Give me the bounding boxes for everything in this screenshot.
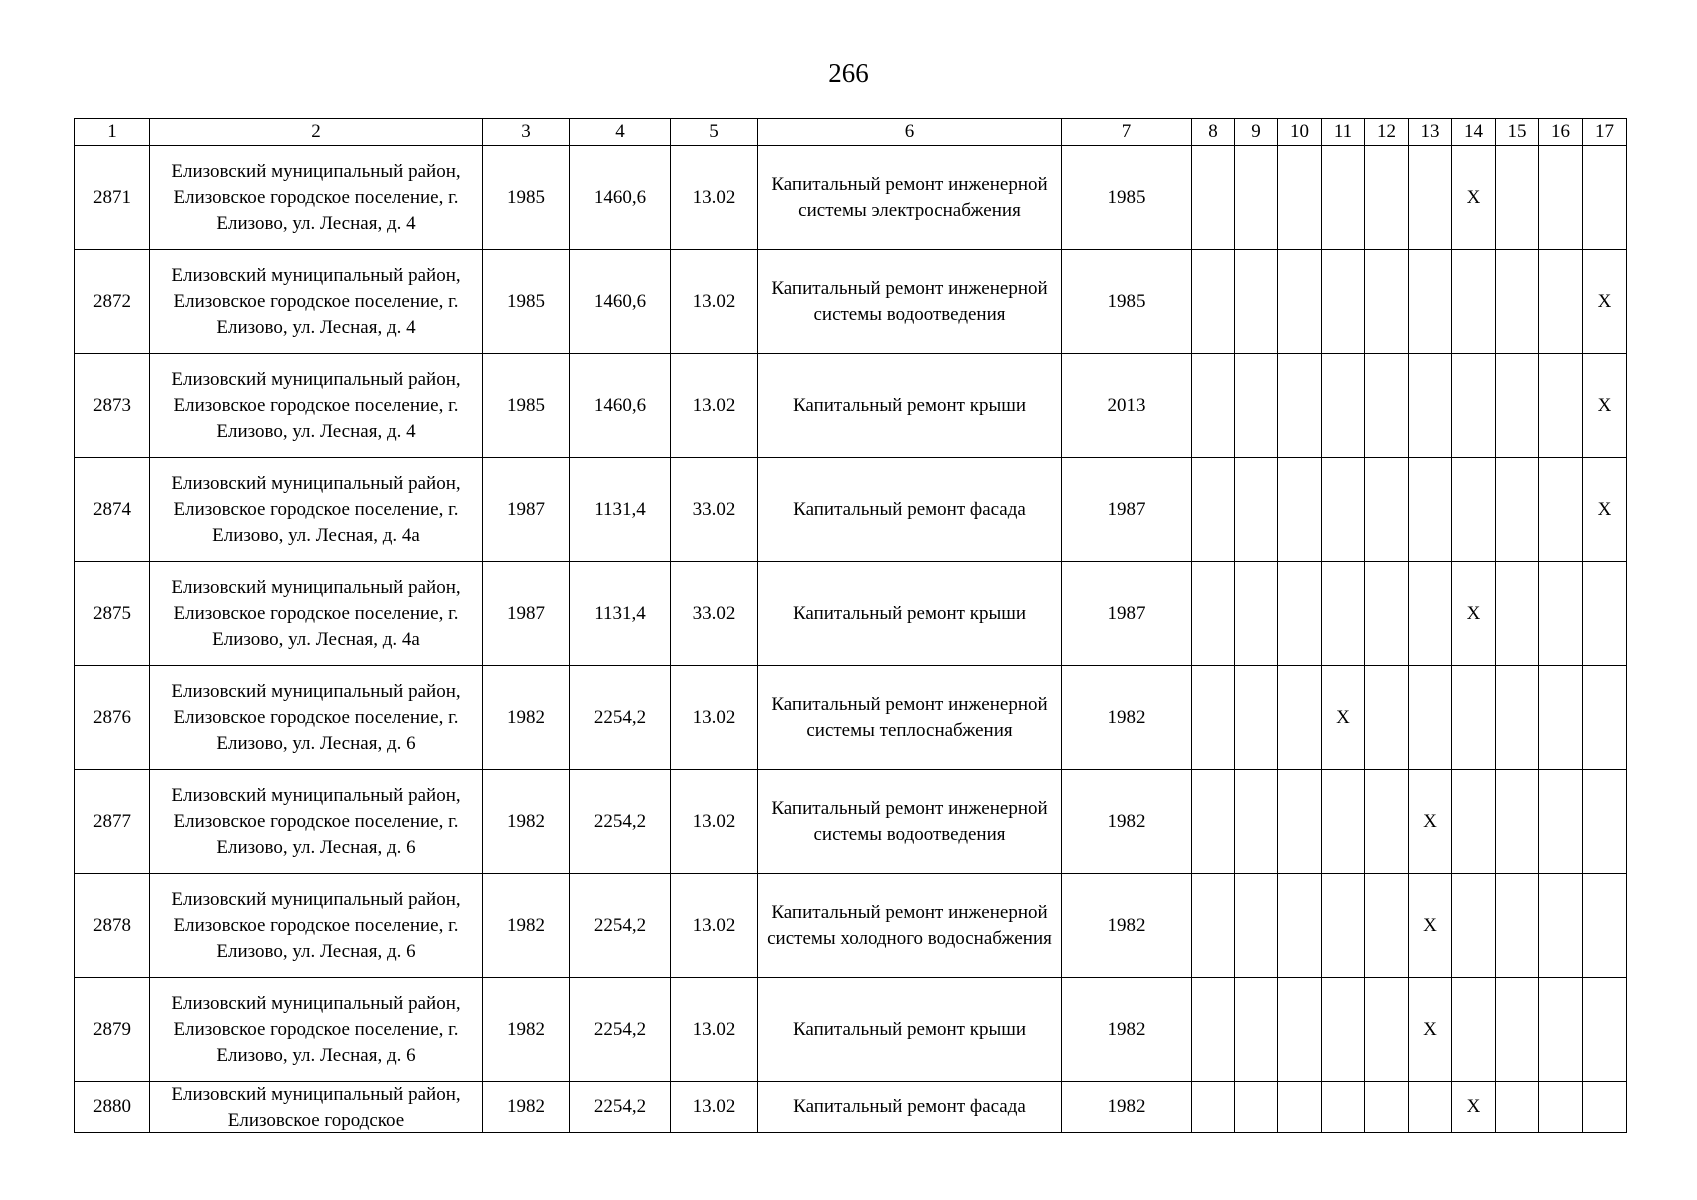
period-cell bbox=[1409, 1082, 1452, 1133]
period-cell bbox=[1496, 1082, 1539, 1133]
repair-year-cell: 1982 bbox=[1062, 874, 1192, 978]
period-cell bbox=[1278, 146, 1322, 250]
code-cell: 13.02 bbox=[671, 666, 758, 770]
address-cell bbox=[150, 874, 483, 978]
repair-year-cell: 1987 bbox=[1062, 458, 1192, 562]
period-cell bbox=[1539, 666, 1583, 770]
address-text: Елизовский муниципальный район, Елизовское городское поселение, г. Елизово, ул. Лесная, д. 6 bbox=[171, 680, 461, 754]
area-cell: 2254,2 bbox=[570, 978, 671, 1082]
code-cell: 13.02 bbox=[671, 874, 758, 978]
period-cell bbox=[1496, 458, 1539, 562]
period-cell bbox=[1409, 562, 1452, 666]
period-cell bbox=[1365, 146, 1409, 250]
row-number-cell: 2871 bbox=[75, 146, 150, 250]
area-cell: 1460,6 bbox=[570, 354, 671, 458]
repair-year-cell: 1982 bbox=[1062, 1082, 1192, 1133]
row-number-cell: 2874 bbox=[75, 458, 150, 562]
year-built-cell: 1985 bbox=[483, 146, 570, 250]
period-cell bbox=[1192, 250, 1235, 354]
column-number-header: 1 bbox=[75, 119, 150, 146]
period-cell bbox=[1235, 562, 1278, 666]
period-cell bbox=[1278, 562, 1322, 666]
period-cell bbox=[1278, 666, 1322, 770]
address-cell bbox=[150, 1082, 483, 1133]
table-row bbox=[75, 770, 1627, 874]
address-cell bbox=[150, 978, 483, 1082]
work-type-cell: Капитальный ремонт инженерной системы водоотведения bbox=[758, 250, 1062, 354]
address-cell bbox=[150, 770, 483, 874]
page-number: 266 bbox=[828, 58, 869, 88]
address-text: Елизовский муниципальный район, Елизовское городское поселение, г. Елизово, ул. Лесная, д. 6 bbox=[171, 992, 461, 1066]
period-cell bbox=[1365, 250, 1409, 354]
period-mark-cell: X bbox=[1452, 1082, 1496, 1133]
area-cell: 1131,4 bbox=[570, 458, 671, 562]
period-cell bbox=[1539, 1082, 1583, 1133]
period-cell bbox=[1452, 666, 1496, 770]
period-cell bbox=[1235, 458, 1278, 562]
table-row bbox=[75, 146, 1627, 250]
period-cell bbox=[1496, 978, 1539, 1082]
period-cell bbox=[1452, 250, 1496, 354]
period-cell bbox=[1496, 666, 1539, 770]
period-cell bbox=[1496, 354, 1539, 458]
period-mark-cell: X bbox=[1409, 978, 1452, 1082]
period-cell bbox=[1365, 874, 1409, 978]
period-cell bbox=[1539, 250, 1583, 354]
year-built-cell: 1982 bbox=[483, 874, 570, 978]
period-cell bbox=[1365, 458, 1409, 562]
period-mark-cell: X bbox=[1452, 562, 1496, 666]
period-cell bbox=[1322, 458, 1365, 562]
period-cell bbox=[1235, 666, 1278, 770]
column-number-header: 10 bbox=[1278, 119, 1322, 146]
code-cell: 13.02 bbox=[671, 250, 758, 354]
period-cell bbox=[1452, 770, 1496, 874]
table-row bbox=[75, 562, 1627, 666]
area-cell: 2254,2 bbox=[570, 770, 671, 874]
table-row bbox=[75, 874, 1627, 978]
work-type-cell: Капитальный ремонт инженерной системы водоотведения bbox=[758, 770, 1062, 874]
period-cell bbox=[1452, 354, 1496, 458]
period-cell bbox=[1192, 770, 1235, 874]
column-number-header: 2 bbox=[150, 119, 483, 146]
column-number-header: 4 bbox=[570, 119, 671, 146]
period-mark-cell: X bbox=[1583, 354, 1627, 458]
column-number-header: 8 bbox=[1192, 119, 1235, 146]
area-cell: 2254,2 bbox=[570, 666, 671, 770]
repair-year-cell: 1987 bbox=[1062, 562, 1192, 666]
period-cell bbox=[1235, 354, 1278, 458]
period-cell bbox=[1278, 250, 1322, 354]
address-text: Елизовский муниципальный район, Елизовское городское поселение, г. Елизово, ул. Лесная, д. 6 bbox=[171, 888, 461, 962]
column-number-row bbox=[75, 119, 1627, 146]
table-row bbox=[75, 1082, 1627, 1133]
period-cell bbox=[1409, 666, 1452, 770]
period-cell bbox=[1278, 1082, 1322, 1133]
work-type-cell: Капитальный ремонт фасада bbox=[758, 1082, 1062, 1133]
period-cell bbox=[1192, 978, 1235, 1082]
period-cell bbox=[1452, 874, 1496, 978]
repair-year-cell: 1982 bbox=[1062, 666, 1192, 770]
table-body bbox=[75, 119, 1627, 1133]
repair-year-cell: 2013 bbox=[1062, 354, 1192, 458]
period-cell bbox=[1539, 978, 1583, 1082]
period-cell bbox=[1235, 874, 1278, 978]
period-cell bbox=[1583, 562, 1627, 666]
period-cell bbox=[1322, 978, 1365, 1082]
period-cell bbox=[1583, 146, 1627, 250]
period-cell bbox=[1365, 978, 1409, 1082]
year-built-cell: 1985 bbox=[483, 250, 570, 354]
period-cell bbox=[1192, 874, 1235, 978]
period-cell bbox=[1192, 354, 1235, 458]
area-cell: 2254,2 bbox=[570, 874, 671, 978]
code-cell: 33.02 bbox=[671, 458, 758, 562]
period-cell bbox=[1539, 146, 1583, 250]
area-cell: 1460,6 bbox=[570, 146, 671, 250]
address-text: Елизовский муниципальный район, Елизовское городское поселение, г. Елизово, ул. Лесная, д. 4 bbox=[171, 368, 461, 442]
period-cell bbox=[1365, 666, 1409, 770]
period-cell bbox=[1192, 666, 1235, 770]
table-row bbox=[75, 250, 1627, 354]
period-cell bbox=[1583, 978, 1627, 1082]
year-built-cell: 1987 bbox=[483, 562, 570, 666]
address-cell bbox=[150, 562, 483, 666]
period-cell bbox=[1539, 562, 1583, 666]
period-cell bbox=[1496, 562, 1539, 666]
column-number-header: 14 bbox=[1452, 119, 1496, 146]
year-built-cell: 1982 bbox=[483, 978, 570, 1082]
row-number-cell: 2877 bbox=[75, 770, 150, 874]
code-cell: 13.02 bbox=[671, 354, 758, 458]
period-cell bbox=[1278, 354, 1322, 458]
column-number-header: 15 bbox=[1496, 119, 1539, 146]
period-cell bbox=[1496, 146, 1539, 250]
period-cell bbox=[1278, 458, 1322, 562]
address-cell bbox=[150, 666, 483, 770]
period-cell bbox=[1192, 146, 1235, 250]
column-number-header: 6 bbox=[758, 119, 1062, 146]
code-cell: 13.02 bbox=[671, 770, 758, 874]
column-number-header: 9 bbox=[1235, 119, 1278, 146]
table-row bbox=[75, 978, 1627, 1082]
table-row bbox=[75, 354, 1627, 458]
period-cell bbox=[1192, 562, 1235, 666]
work-type-cell: Капитальный ремонт инженерной системы электроснабжения bbox=[758, 146, 1062, 250]
period-cell bbox=[1583, 1082, 1627, 1133]
period-cell bbox=[1409, 458, 1452, 562]
period-cell bbox=[1539, 354, 1583, 458]
row-number-cell: 2872 bbox=[75, 250, 150, 354]
year-built-cell: 1982 bbox=[483, 1082, 570, 1133]
period-cell bbox=[1583, 874, 1627, 978]
period-cell bbox=[1539, 770, 1583, 874]
year-built-cell: 1982 bbox=[483, 770, 570, 874]
period-cell bbox=[1322, 354, 1365, 458]
period-cell bbox=[1192, 458, 1235, 562]
address-cell bbox=[150, 250, 483, 354]
row-number-cell: 2873 bbox=[75, 354, 150, 458]
column-number-header: 13 bbox=[1409, 119, 1452, 146]
area-cell: 1131,4 bbox=[570, 562, 671, 666]
period-cell bbox=[1409, 146, 1452, 250]
period-cell bbox=[1496, 250, 1539, 354]
period-mark-cell: X bbox=[1322, 666, 1365, 770]
period-mark-cell: X bbox=[1452, 146, 1496, 250]
year-built-cell: 1985 bbox=[483, 354, 570, 458]
period-cell bbox=[1496, 770, 1539, 874]
code-cell: 13.02 bbox=[671, 1082, 758, 1133]
period-cell bbox=[1322, 146, 1365, 250]
address-text: Елизовский муниципальный район, Елизовское городское поселение, г. Елизово, ул. Лесная, д. 4а bbox=[171, 576, 461, 650]
period-cell bbox=[1278, 978, 1322, 1082]
period-cell bbox=[1539, 458, 1583, 562]
code-cell: 33.02 bbox=[671, 562, 758, 666]
period-mark-cell: X bbox=[1409, 770, 1452, 874]
row-number-cell: 2879 bbox=[75, 978, 150, 1082]
column-number-header: 17 bbox=[1583, 119, 1627, 146]
column-number-header: 11 bbox=[1322, 119, 1365, 146]
period-cell bbox=[1235, 770, 1278, 874]
work-type-cell: Капитальный ремонт инженерной системы холодного водоснабжения bbox=[758, 874, 1062, 978]
period-cell bbox=[1322, 874, 1365, 978]
period-cell bbox=[1409, 354, 1452, 458]
row-number-cell: 2876 bbox=[75, 666, 150, 770]
period-cell bbox=[1322, 250, 1365, 354]
address-cell bbox=[150, 354, 483, 458]
period-cell bbox=[1365, 562, 1409, 666]
code-cell: 13.02 bbox=[671, 978, 758, 1082]
year-built-cell: 1982 bbox=[483, 666, 570, 770]
column-number-header: 5 bbox=[671, 119, 758, 146]
period-cell bbox=[1452, 458, 1496, 562]
period-mark-cell: X bbox=[1583, 250, 1627, 354]
period-cell bbox=[1322, 1082, 1365, 1133]
period-cell bbox=[1583, 666, 1627, 770]
work-type-cell: Капитальный ремонт фасада bbox=[758, 458, 1062, 562]
period-cell bbox=[1409, 250, 1452, 354]
period-cell bbox=[1365, 1082, 1409, 1133]
period-cell bbox=[1235, 250, 1278, 354]
column-number-header: 3 bbox=[483, 119, 570, 146]
period-cell bbox=[1539, 874, 1583, 978]
address-text: Елизовский муниципальный район, Елизовское городское поселение, г. Елизово, ул. Лесная, д. 4а bbox=[171, 472, 461, 546]
address-cell bbox=[150, 146, 483, 250]
period-cell bbox=[1235, 1082, 1278, 1133]
row-number-cell: 2875 bbox=[75, 562, 150, 666]
work-type-cell: Капитальный ремонт крыши bbox=[758, 978, 1062, 1082]
year-built-cell: 1987 bbox=[483, 458, 570, 562]
column-number-header: 7 bbox=[1062, 119, 1192, 146]
period-cell bbox=[1235, 146, 1278, 250]
period-mark-cell: X bbox=[1583, 458, 1627, 562]
code-cell: 13.02 bbox=[671, 146, 758, 250]
work-type-cell: Капитальный ремонт крыши bbox=[758, 354, 1062, 458]
period-cell bbox=[1192, 1082, 1235, 1133]
address-text: Елизовский муниципальный район, Елизовское городское поселение, г. Елизово, ул. Лесная, д. 4 bbox=[171, 264, 461, 338]
row-number-cell: 2880 bbox=[75, 1082, 150, 1133]
repair-year-cell: 1982 bbox=[1062, 978, 1192, 1082]
period-cell bbox=[1496, 874, 1539, 978]
period-cell bbox=[1365, 770, 1409, 874]
table-row bbox=[75, 458, 1627, 562]
area-cell: 2254,2 bbox=[570, 1082, 671, 1133]
repair-registry-table bbox=[74, 118, 1627, 1133]
work-type-cell: Капитальный ремонт крыши bbox=[758, 562, 1062, 666]
table-row bbox=[75, 666, 1627, 770]
area-cell: 1460,6 bbox=[570, 250, 671, 354]
work-type-cell: Капитальный ремонт инженерной системы теплоснабжения bbox=[758, 666, 1062, 770]
repair-year-cell: 1985 bbox=[1062, 250, 1192, 354]
period-cell bbox=[1583, 770, 1627, 874]
period-cell bbox=[1235, 978, 1278, 1082]
repair-year-cell: 1985 bbox=[1062, 146, 1192, 250]
period-cell bbox=[1322, 770, 1365, 874]
address-text: Елизовский муниципальный район, Елизовское городское поселение, г. Елизово, ул. Лесная, д. 6 bbox=[171, 784, 461, 858]
address-text: Елизовский муниципальный район, Елизовское городское поселение, г. Елизово, ул. Лесная, д. 4 bbox=[171, 160, 461, 234]
row-number-cell: 2878 bbox=[75, 874, 150, 978]
period-cell bbox=[1322, 562, 1365, 666]
column-number-header: 16 bbox=[1539, 119, 1583, 146]
period-cell bbox=[1452, 978, 1496, 1082]
column-number-header: 12 bbox=[1365, 119, 1409, 146]
period-cell bbox=[1278, 770, 1322, 874]
period-cell bbox=[1278, 874, 1322, 978]
address-cell bbox=[150, 458, 483, 562]
period-cell bbox=[1365, 354, 1409, 458]
address-text: Елизовский муниципальный район, Елизовское городское bbox=[171, 1084, 461, 1131]
repair-year-cell: 1982 bbox=[1062, 770, 1192, 874]
period-mark-cell: X bbox=[1409, 874, 1452, 978]
